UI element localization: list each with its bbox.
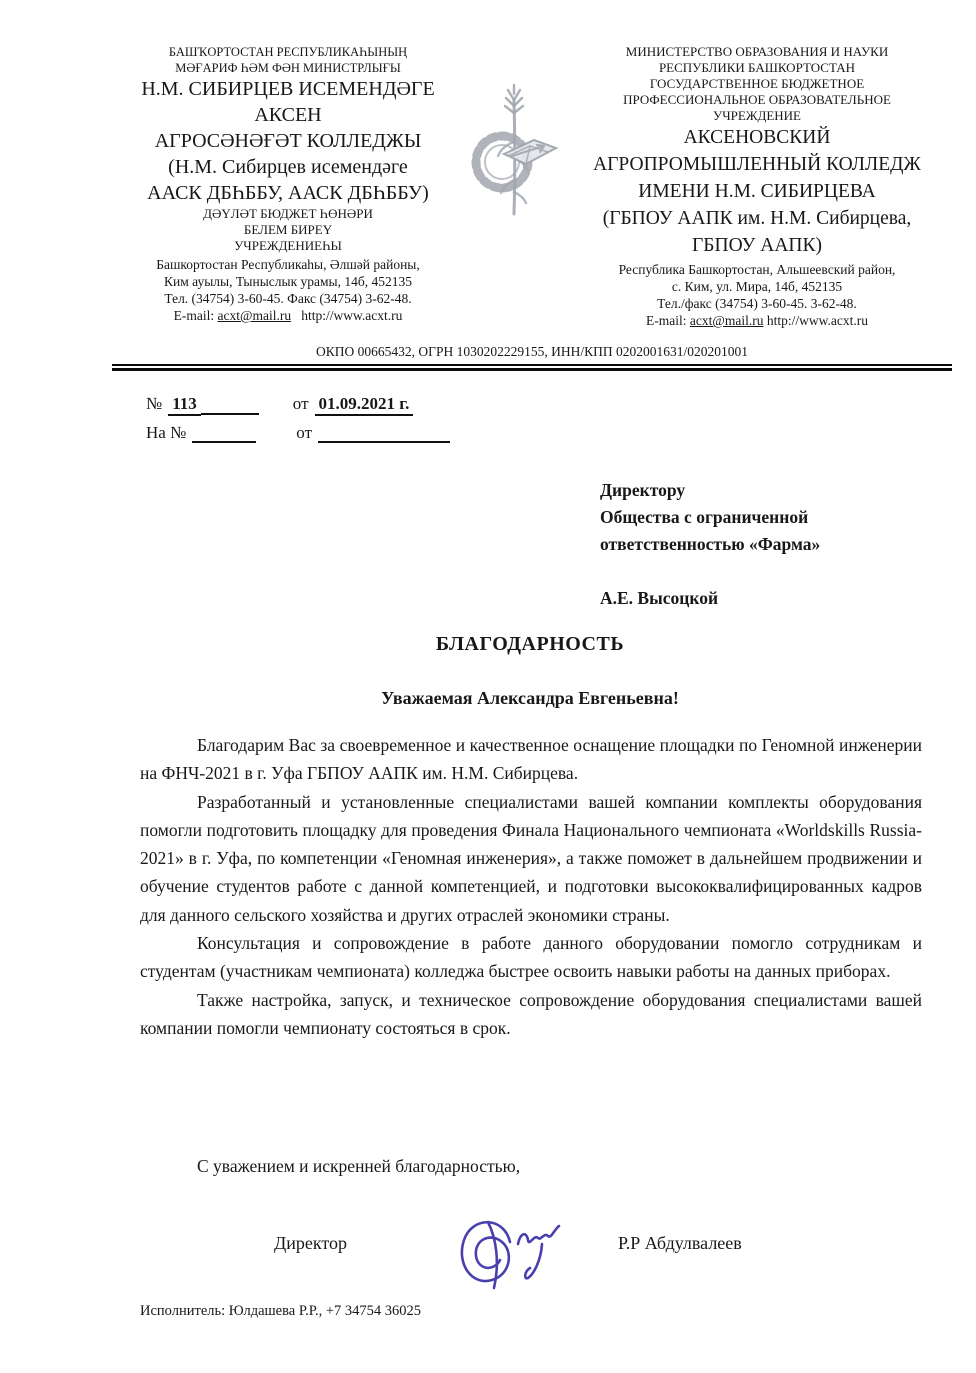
org-name-line: АКСЕНОВСКИЙ [683,127,831,148]
org-name-line: ИМЕНИ Н.М. СИБИРЦЕВА [638,181,876,202]
email-address: acxt@mail.ru [689,313,764,328]
org-type-line: ДӘҮЛӘТ БЮДЖЕТ ҺӨНӘРИ [203,206,373,221]
org-type-line: БЕЛЕМ БИРЕҮ [243,222,333,237]
website-url: http://www.acxt.ru [766,313,868,328]
closing-line: С уважением и искренней благодарностью, [197,1156,521,1176]
reply-number-label: На № [146,423,187,442]
address-line: Ким ауылы, Тыныслык урамы, 14б, 452135 [164,274,412,289]
outgoing-date-value: 01.09.2021 г. [315,394,414,416]
college-emblem-logo [460,82,568,220]
email-label: E-mail: [646,313,687,328]
body-paragraph: Разработанный и установленные специалистами вашей компании комплекты оборудования помогли подготовить площадку для проведения Финала Национального чемпионата «Worldskills Russia-2021» в г. Уфа, по компетенции «Геномная инженерия», а также поможет в дальнейшем продвижении и обучение студентов работе с данной компетенцией, и подготовки высококвалифицированных кадров для данного сельского хозяйства и других отраслей экономики страны. [140,791,922,925]
header-right-russian [566,44,948,329]
ministry-line: РЕСПУБЛИКИ БАШКОРТОСТАН [658,60,856,75]
email-label: E-mail: [173,308,215,323]
handwritten-signature [438,1192,578,1302]
header-divider-rule [112,364,952,371]
org-name-line: АКСЕН [254,104,322,126]
number-underline [201,397,259,415]
letter-body [140,731,922,1042]
reply-date-underline [318,425,450,443]
address-line: Тел./факс (34754) 3-60-45. 3-62-48. [657,296,857,311]
signer-name: Р.Р Абдулвалеев [618,1233,742,1253]
outgoing-number-value: 113 [168,394,201,416]
executor-contact-line: Исполнитель: Юлдашева Р.Р., +7 34754 36025 [140,1303,422,1319]
addressee-line: Общества с ограниченной [600,507,809,527]
number-label: № [146,394,163,413]
date-label: от [292,394,309,413]
org-name-line: Н.М. СИБИРЦЕВ ИСЕМЕНДӘГЕ [141,78,435,100]
address-line: Республика Башкортостан, Альшеевский район, [618,262,896,277]
signer-role: Директор [274,1233,348,1253]
ministry-line: УЧРЕЖДЕНИЕ [713,108,801,123]
address-line: с. Ким, ул. Мира, 14б, 452135 [671,279,843,294]
ministry-line: МИНИСТЕРСТВО ОБРАЗОВАНИЯ И НАУКИ [625,44,889,59]
body-paragraph: Консультация и сопровождение в работе данного оборудовании помогло сотрудникам и студентам (участникам чемпионата) колледжа быстрее освоить навыки работы на данных приборах. [140,933,922,982]
email-website-line [112,307,464,324]
body-paragraph: Благодарим Вас за своевременное и качественное оснащение площадки по Геномной инженерии на ФНЧ-2021 в г. Уфа ГБПОУ ААПК им. Н.М. Сибирцева. [140,735,922,784]
org-type-line: УЧРЕЖДЕНИЕҺЫ [234,238,342,253]
ministry-line: ПРОФЕССИОНАЛЬНОЕ ОБРАЗОВАТЕЛЬНОЕ [623,92,891,107]
addressee-line: Директору [600,480,686,500]
org-name-line: АГРОПРОМЫШЛЕННЫЙ КОЛЛЕДЖ [593,154,921,175]
org-name-line: (Н.М. Сибирцев исемендәге [168,156,408,178]
outgoing-number-row [146,394,450,415]
ministry-line: МӘҒАРИФ ҺӘМ ФӘН МИНИСТРЛЫҒЫ [175,61,401,75]
reply-reference-row [146,423,450,443]
address-line: Башкортостан Республикаһы, Әлшәй районы, [156,257,420,272]
reply-date-label: от [296,423,313,442]
org-name-line: АГРОСӘНӘҒӘТ КОЛЛЕДЖЫ [154,130,422,152]
email-website-line [566,312,948,329]
org-name-line: ГБПОУ ААПК) [692,235,822,256]
body-paragraph: Также настройка, запуск, и техническое сопровождение оборудования специалистами вашей компании помогли чемпионату состояться в срок. [140,989,922,1038]
ministry-line: БАШҠОРТОСТАН РЕСПУБЛИКАҺЫНЫҢ [168,45,408,59]
org-name-line: (ГБПОУ ААПК им. Н.М. Сибирцева, [602,208,912,229]
addressee-block [600,477,820,612]
reply-number-underline [192,425,256,443]
header-left-bashkir [112,44,464,324]
ministry-line: ГОСУДАРСТВЕННОЕ БЮДЖЕТНОЕ [649,76,865,91]
registry-codes-line: ОКПО 00665432, ОГРН 1030202229155, ИНН/КПП 0202001631/020201001 [316,344,748,359]
addressee-line: ответственностью «Фарма» [600,534,821,554]
addressee-name: А.Е. Высоцкой [600,588,719,608]
email-address: acxt@mail.ru [217,308,292,323]
org-name-line: ААСК ДБҺББУ, ААСК ДБҺББУ) [147,182,429,204]
address-line: Тел. (34754) 3-60-45. Факс (34754) 3-62-48. [164,291,412,306]
signature-ink-graphic [438,1192,578,1302]
emblem-graphic [460,82,568,220]
website-url: http://www.acxt.ru [301,308,403,323]
letter-title: БЛАГОДАРНОСТЬ [435,633,625,655]
reference-block [146,394,450,451]
salutation-line: Уважаемая Александра Евгеньевна! [381,688,679,708]
